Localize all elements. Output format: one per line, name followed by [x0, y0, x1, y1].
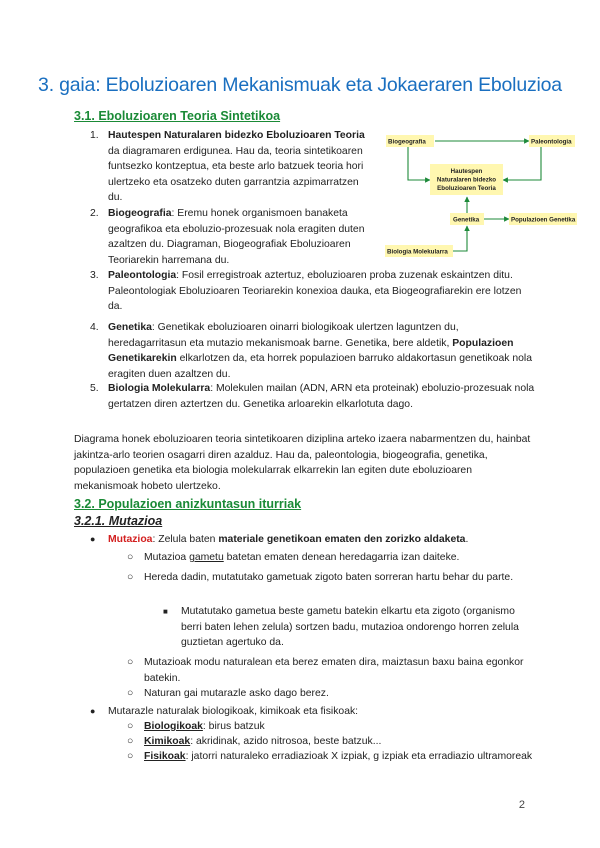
term-fisikoak: Fisikoak	[144, 751, 186, 762]
list-number: 2.	[90, 208, 99, 219]
bullet-text: Hereda dadin, mutatutako gametuak zigoto baten sorreran hartu behar du parte.	[144, 572, 514, 583]
circle-bullet: ○	[127, 751, 134, 762]
sub-bullet-biologikoak	[127, 719, 538, 735]
bullet-text: : Zelula baten	[152, 534, 219, 545]
node-biogeografia	[386, 135, 434, 147]
node-label: Genetika	[453, 216, 480, 224]
bullet-text-end: .	[465, 534, 469, 545]
sub-bullet-2	[127, 570, 538, 586]
bullet-text: batetan ematen denean heredagarria izan daiteke.	[223, 552, 460, 563]
bullet-mutazioa	[90, 532, 538, 548]
bullet-text: Mutarazle naturalak biologikoak, kimikoak eta fisikoak:	[108, 706, 359, 717]
circle-bullet: ○	[127, 688, 134, 699]
list-item-term: Paleontologia	[108, 270, 177, 281]
sub-bullet-1	[127, 550, 538, 566]
list-item-text: da diagramaren erdigunea. Hau da, teoria sintetikoaren funtsezko kontzeptua, eta beste arlo batzuek teoria hori ulertzeko eta osatzeko duten garrantzia azpimarratzen du.	[108, 145, 364, 203]
list-item-term: Genetika	[108, 322, 152, 333]
term-kimikoak: Kimikoak	[144, 736, 191, 747]
bullet-text: Mutatutako gametua beste gametu batekin elkartu eta zigoto (organismo berri baten lehen zelula) sortzen badu, mutazioa ondorengo horren zelula guztietan agertuko da.	[181, 606, 519, 648]
bullet-text: Mutazioak modu naturalean eta berez ematen dira, maiztasun baxu baina egonkor batekin.	[144, 657, 524, 684]
circle-bullet: ○	[127, 736, 134, 747]
bullet-mutarazle	[90, 704, 538, 720]
evolution-theory-diagram	[383, 130, 583, 260]
node-genetika	[450, 213, 484, 225]
bullet-bold-text: materiale genetikoan ematen den zorizko aldaketa	[218, 534, 466, 545]
node-label: Eboluzioaren Teoria	[437, 185, 496, 192]
page-title: 3. gaia: Eboluzioaren Mekanismuak eta Jokaeraren Eboluzioa	[38, 74, 562, 96]
arrow-biomol-genetika	[453, 226, 467, 251]
page-number: 2	[518, 799, 525, 811]
node-populazioen-genetika	[509, 213, 577, 225]
list-item-text: : Eremu honek organismoen banaketa geografikoa eta eboluzio-prozesuak nola eragiten duten azaltzen du. Diagraman, Biogeografiak Eboluzioaren Teoriarekin harremana du.	[108, 208, 365, 266]
list-item-term-2: Populazioen Genetikarekin	[108, 337, 514, 364]
node-label: Hautespen	[450, 168, 483, 175]
circle-bullet: ○	[127, 721, 134, 732]
list-item-text-2: elkarlotzen da, eta horrek populazioen barruko aldakortasun genetikoak nola eragiten duen azaltzen du.	[108, 353, 532, 380]
list-item-2	[90, 206, 370, 268]
bullet-text: : jatorri naturaleko erradiazioak X izpiak, g izpiak eta erradiazio ultramoreak	[185, 751, 533, 762]
list-item-3	[90, 268, 538, 315]
list-item-text: : Fosil erregistroak aztertuz, eboluzioaren proba zuzenak eskaintzen ditu. Paleontologiak Eboluzioaren Teoriarekin konexioa dauka, eta Biogeografiarekin ere lotzen da.	[108, 270, 522, 312]
list-item-4	[90, 320, 538, 382]
arrow-paleo-center	[503, 146, 541, 180]
list-item-text: : Molekulen mailan (ADN, ARN eta proteinak) eboluzio-prozesuak nola gertatzen diren aztertzen du. Genetika arloarekin elkarlotuta dago.	[108, 383, 535, 410]
term-mutazioa: Mutazioa	[108, 534, 153, 545]
section-heading-3-1: 3.1. Eboluzioaren Teoria Sintetikoa	[74, 109, 281, 123]
bullet-text: Naturan gai mutarazle asko dago berez.	[144, 688, 329, 699]
circle-bullet: ○	[127, 657, 134, 668]
node-biologia-molekularra	[385, 245, 453, 257]
sub-sub-bullet-1	[163, 604, 538, 651]
list-item-term: Hautespen Naturalaren bidezko Eboluzioaren Teoria	[108, 130, 365, 141]
list-item-5	[90, 381, 538, 412]
section-heading-3-2: 3.2. Populazioen anizkuntasun iturriak	[74, 497, 302, 511]
list-number: 1.	[90, 130, 99, 141]
node-label: Biologia Molekularra	[387, 248, 448, 256]
list-item-term: Biologia Molekularra	[108, 383, 211, 394]
list-number: 5.	[90, 383, 99, 394]
square-bullet: ■	[163, 607, 168, 616]
term-biologikoak: Biologikoak	[144, 721, 203, 732]
node-center	[430, 164, 503, 195]
sub-bullet-kimikoak	[127, 734, 538, 750]
bullet-underlined-text: gametu	[189, 552, 224, 563]
circle-bullet: ○	[127, 572, 134, 583]
bullet-dot: ●	[90, 534, 96, 544]
list-number: 4.	[90, 322, 99, 333]
node-label: Biogeografia	[388, 138, 426, 146]
bullet-dot: ●	[90, 706, 96, 716]
bullet-text: : akridinak, azido nitrosoa, beste batzuk...	[190, 736, 382, 747]
arrow-biogeo-center	[408, 146, 430, 180]
node-label: Paleontologia	[531, 138, 572, 146]
list-item-text: : Genetikak eboluzioaren oinarri biologikoak ulertzen laguntzen du, heredagarritasun eta mutazio mekanismoak barne. Genetika, bere aldetik,	[108, 322, 459, 349]
node-label: Naturalaren bidezko	[436, 176, 497, 184]
list-item-term: Biogeografia	[108, 208, 172, 219]
sub-bullet-4	[127, 686, 538, 702]
list-item-1	[90, 128, 370, 206]
sub-bullet-3	[127, 655, 538, 686]
circle-bullet: ○	[127, 552, 134, 563]
list-number: 3.	[90, 270, 99, 281]
node-paleontologia	[529, 135, 575, 147]
summary-paragraph: Diagrama honek eboluzioaren teoria sintetikoaren diziplina arteko izaera nabarmentzen du, hainbat jakintza-arlo teorien osagarri diren azalduz. Hau da, paleontologia, biogeografia, genetika, populazioen genetika eta biologia molekularrak elkarrekin lan egiten dute eboluzioaren mekanismoak hobeto ulertzeko.	[74, 434, 531, 492]
bullet-text: : birus batzuk	[202, 721, 265, 732]
bullet-text: Mutazioa	[144, 552, 190, 563]
sub-bullet-fisikoak	[127, 749, 538, 765]
subsection-heading-3-2-1: 3.2.1. Mutazioa	[74, 514, 163, 528]
node-label: Populazioen Genetika	[511, 216, 576, 224]
